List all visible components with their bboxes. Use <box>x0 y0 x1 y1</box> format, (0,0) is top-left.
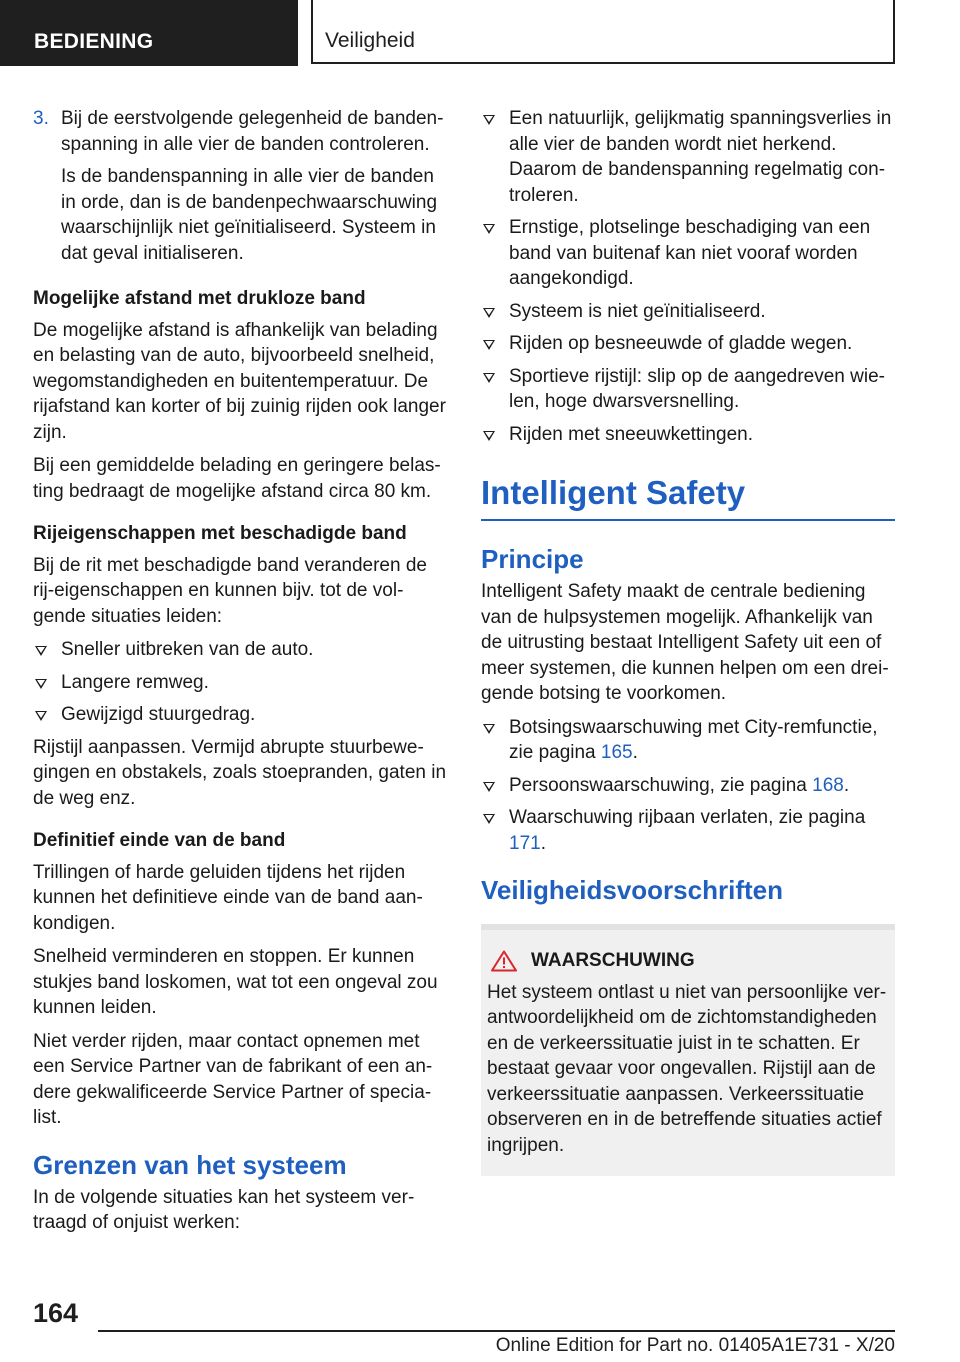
list-item: Systeem is niet geïnitialiseerd. <box>481 299 895 325</box>
distance-heading: Mogelijke afstand met drukloze band <box>33 288 366 309</box>
warning-triangle-icon <box>491 950 517 972</box>
list-item: Langere remweg. <box>33 670 448 696</box>
triangle-bullet-icon <box>483 308 495 318</box>
page-number: 164 <box>33 1298 79 1328</box>
list-item: Sneller uitbreken van de auto. <box>33 637 448 663</box>
list-item: Gewijzigd stuurgedrag. <box>33 702 448 728</box>
page-header <box>0 0 960 66</box>
list-item: Rijden met sneeuwkettingen. <box>481 422 895 448</box>
triangle-bullet-icon <box>483 814 495 824</box>
list-item: Persoonswaarschuwing, zie pagina 168. <box>481 773 895 799</box>
chapter-title: Intelligent Safety <box>481 473 895 521</box>
list-item: Een natuurlijk, gelijkmatig spanningsverlies in alle vier de banden wordt niet herkend. Daarom de bandenspanning regelmatig controleren. <box>481 106 895 208</box>
limits-heading: Grenzen van het systeem <box>33 1149 347 1180</box>
handling-paragraph-2: Rijstijl aanpassen. Vermijd abrupte stuurbewegingen en obstakels, zoals stoepranden, gaten in de weg enz. <box>33 736 447 809</box>
distance-paragraph-2: Bij een gemiddelde belading en geringere belasting bedraagt de mogelijke afstand circa 80 km. <box>33 455 441 502</box>
end-paragraph-1: Trillingen of harde geluiden tijdens het rijden kunnen het definitieve einde van de band aankondigen. <box>33 861 423 934</box>
topic-label: Veiligheid <box>311 0 895 64</box>
warning-text: Het systeem ontlast u niet van persoonlijke verantwoordelijkheid om de zichtomstandigheden en de verkeerssituatie juist in te schatten. Er bestaat gevaar voor ongevallen. Rijstijl aan de verkeerssituatie aanpassen. Verkeerssituatie observeren en in de betreffende situaties actief ingrijpen. <box>487 981 887 1156</box>
safety-heading: Veiligheidsvoorschriften <box>481 875 783 905</box>
end-paragraph-2: Snelheid verminderen en stoppen. Er kunnen stukjes band loskomen, wat tot een ongeval zou kunnen leiden. <box>33 946 438 1018</box>
step-text: Bij de eerstvolgende gelegenheid de bandenspanning in alle vier de banden controleren. <box>61 108 444 155</box>
edition-note: Online Edition for Part no. 01405A1E731 - X/20 <box>495 1335 895 1356</box>
limits-paragraph: In de volgende situaties kan het systeem vertraagd of onjuist werken: <box>33 1186 415 1233</box>
left-column <box>33 106 448 1236</box>
triangle-bullet-icon <box>483 115 495 125</box>
end-heading: Definitief einde van de band <box>33 830 286 851</box>
step-item-3 <box>33 106 448 266</box>
triangle-bullet-icon <box>483 373 495 383</box>
list-item: Ernstige, plotselinge beschadiging van een band van buitenaf kan niet vooraf worden aangekondigd. <box>481 215 895 292</box>
triangle-bullet-icon <box>483 782 495 792</box>
page-link[interactable]: 171 <box>509 832 541 854</box>
principle-list <box>481 715 895 857</box>
warning-box <box>481 924 895 1176</box>
step-note: Is de bandenspanning in alle vier de banden in orde, dan is de bandenpechwaarschuwing waarschijnlijk niet geïnitialiseerd. Systeem in dat geval initialiseren. <box>61 166 438 264</box>
triangle-bullet-icon <box>35 679 47 689</box>
warning-title: WAARSCHUWING <box>531 950 695 971</box>
page-link[interactable]: 165 <box>600 742 633 763</box>
limits-list <box>481 106 895 447</box>
distance-paragraph-1: De mogelijke afstand is afhankelijk van belading en belasting van de auto, bijvoorbeeld snelheid, wegomstandigheden en buitentemperatuur. De rijafstand kan korter of bij zuinig rijden ook langer zijn. <box>33 319 446 443</box>
handling-list <box>33 637 448 728</box>
page-link[interactable]: 168 <box>812 774 844 796</box>
step-number: 3. <box>33 108 49 129</box>
end-paragraph-3: Niet verder rijden, maar contact opnemen met een Service Partner van de fabrikant of een andere gekwalificeerde Service Partner of specialist. <box>33 1030 433 1128</box>
triangle-bullet-icon <box>483 340 495 350</box>
right-column <box>481 106 895 1176</box>
triangle-bullet-icon <box>483 224 495 234</box>
handling-paragraph-1: Bij de rit met beschadigde band veranderen de rij-eigenschappen en kunnen bijv. tot de volgende situaties leiden: <box>33 554 427 627</box>
triangle-bullet-icon <box>483 431 495 441</box>
list-item: Botsingswaarschuwing met City-remfunctie, zie pagina 165. <box>481 715 895 766</box>
principle-heading: Principe <box>481 544 584 574</box>
triangle-bullet-icon <box>35 646 47 656</box>
handling-heading: Rijeigenschappen met beschadigde band <box>33 523 407 544</box>
triangle-bullet-icon <box>483 724 495 734</box>
warning-title-row <box>487 948 889 974</box>
triangle-bullet-icon <box>35 711 47 721</box>
footer-divider <box>98 1330 895 1332</box>
principle-paragraph: Intelligent Safety maakt de centrale bediening van de hulpsystemen mogelijk. Afhankelijk van de uitrusting bestaat Intelligent Safety uit een of meer systemen, die kunnen helpen om een dreigende botsing te voorkomen. <box>481 581 889 704</box>
section-label: BEDIENING <box>0 0 298 66</box>
list-item: Waarschuwing rijbaan verlaten, zie pagina 171. <box>481 805 895 856</box>
list-item: Sportieve rijstijl: slip op de aangedreven wielen, hoge dwarsversnelling. <box>481 364 895 415</box>
list-item: Rijden op besneeuwde of gladde wegen. <box>481 331 895 357</box>
